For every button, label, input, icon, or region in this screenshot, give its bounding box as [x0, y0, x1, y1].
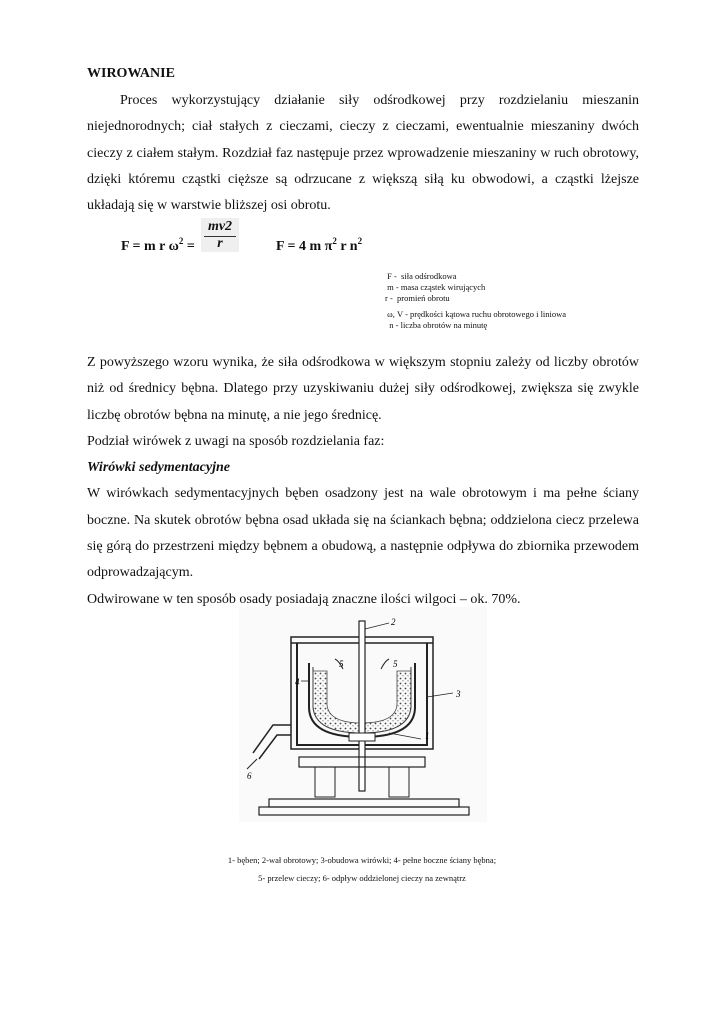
page-title: WIROWANIE: [87, 66, 175, 81]
formula2-exp1: 2: [332, 236, 337, 246]
formula2-exp2: 2: [357, 236, 363, 246]
formula-rotations: [276, 236, 362, 255]
intro-text: Proces wykorzystujący działanie siły odśrodkowej przy rozdzielaniu mieszanin niejednorodnych; ciał stałych z cieczami, cieczy z cieczami, ewentualnie mieszaniny dwóch cieczy z ciałem stałym. Rozdział faz następuje przez wprowadzenie mieszaniny w ruch obrotowy, dzięki któremu cząstki cięższe są odrzucane z większą siłą ku obwodowi, a cząstki lżejsze układają się w warstwie bliższej osi obrotu.: [87, 93, 639, 214]
fraction-numerator: mv2: [207, 219, 233, 234]
centrifuge-drawing: [239, 607, 487, 822]
formula1-eq: =: [183, 239, 195, 254]
figure-caption-line1: 1- bęben; 2-wał obrotowy; 3-obudowa wirówki; 4- pełne boczne ściany bębna;: [227, 855, 497, 865]
paragraph-speed-vs-diameter: Z powyższego wzoru wynika, że siła odśrodkowa w większym stopniu zależy od liczby obrotów niż od średnicy bębna. Dlatego przy uzyskiwaniu dużej siły odśrodkowej, zwiększa się zwykle liczbę obrotów bębna na minutę, a nie jego średnicę.: [87, 355, 639, 423]
symbol-legend: [385, 271, 566, 331]
figure-label: 3: [456, 689, 461, 699]
figure-label: 5: [393, 659, 398, 669]
centrifuge-diagram: [239, 607, 487, 822]
section-subtitle: Wirówki sedymentacyjne: [87, 460, 230, 476]
figure-label: 6: [247, 771, 252, 781]
figure-label: 2: [391, 617, 396, 627]
paragraph-classification: Podział wirówek z uwagi na sposób rozdzielania faz:: [87, 433, 385, 449]
intro-paragraph: [87, 88, 639, 219]
formula2-prefix: F = 4 m π: [276, 239, 333, 254]
body-section: [87, 350, 639, 613]
legend-item: r - promień obrotu: [385, 293, 450, 303]
paragraph-sedimentation: W wirówkach sedymentacyjnych bęben osadzony jest na wale obrotowym i ma pełne ściany boczne. Na skutek obrotów bębna osad układa się na ściankach bębna; oddzielona ciecz przelewa się górą do przestrzeni między bębnem a obudową, a następnie odpływa do zbiornika przewodem odprowadzającym.: [87, 486, 639, 581]
paragraph-moisture: Odwirowane w ten sposób osady posiadają znaczne ilości wilgoci – ok. 70%.: [87, 591, 521, 607]
legend-item: m - masa cząstek wirujących: [385, 282, 486, 292]
formula-centrifugal-force: [121, 236, 195, 255]
legend-item: n - liczba obrotów na minutę: [385, 320, 488, 330]
formula1-lhs: F = m r ω: [121, 239, 179, 254]
figure-label: 4: [295, 677, 300, 687]
legend-item: F - siła odśrodkowa: [385, 271, 457, 281]
figure-label: 5: [339, 659, 344, 669]
formula2-mid: r n: [336, 239, 358, 254]
figure-label: 1: [425, 731, 430, 741]
fraction-denominator: r: [217, 236, 223, 251]
formula1-fraction: [201, 218, 239, 252]
legend-item: ω, V - prędkości kątowa ruchu obrotowego i liniowa: [385, 309, 567, 319]
figure-caption-line2: 5- przelew cieczy; 6- odpływ oddzielonej cieczy na zewnątrz: [258, 873, 466, 883]
formula1-exp: 2: [178, 236, 184, 246]
